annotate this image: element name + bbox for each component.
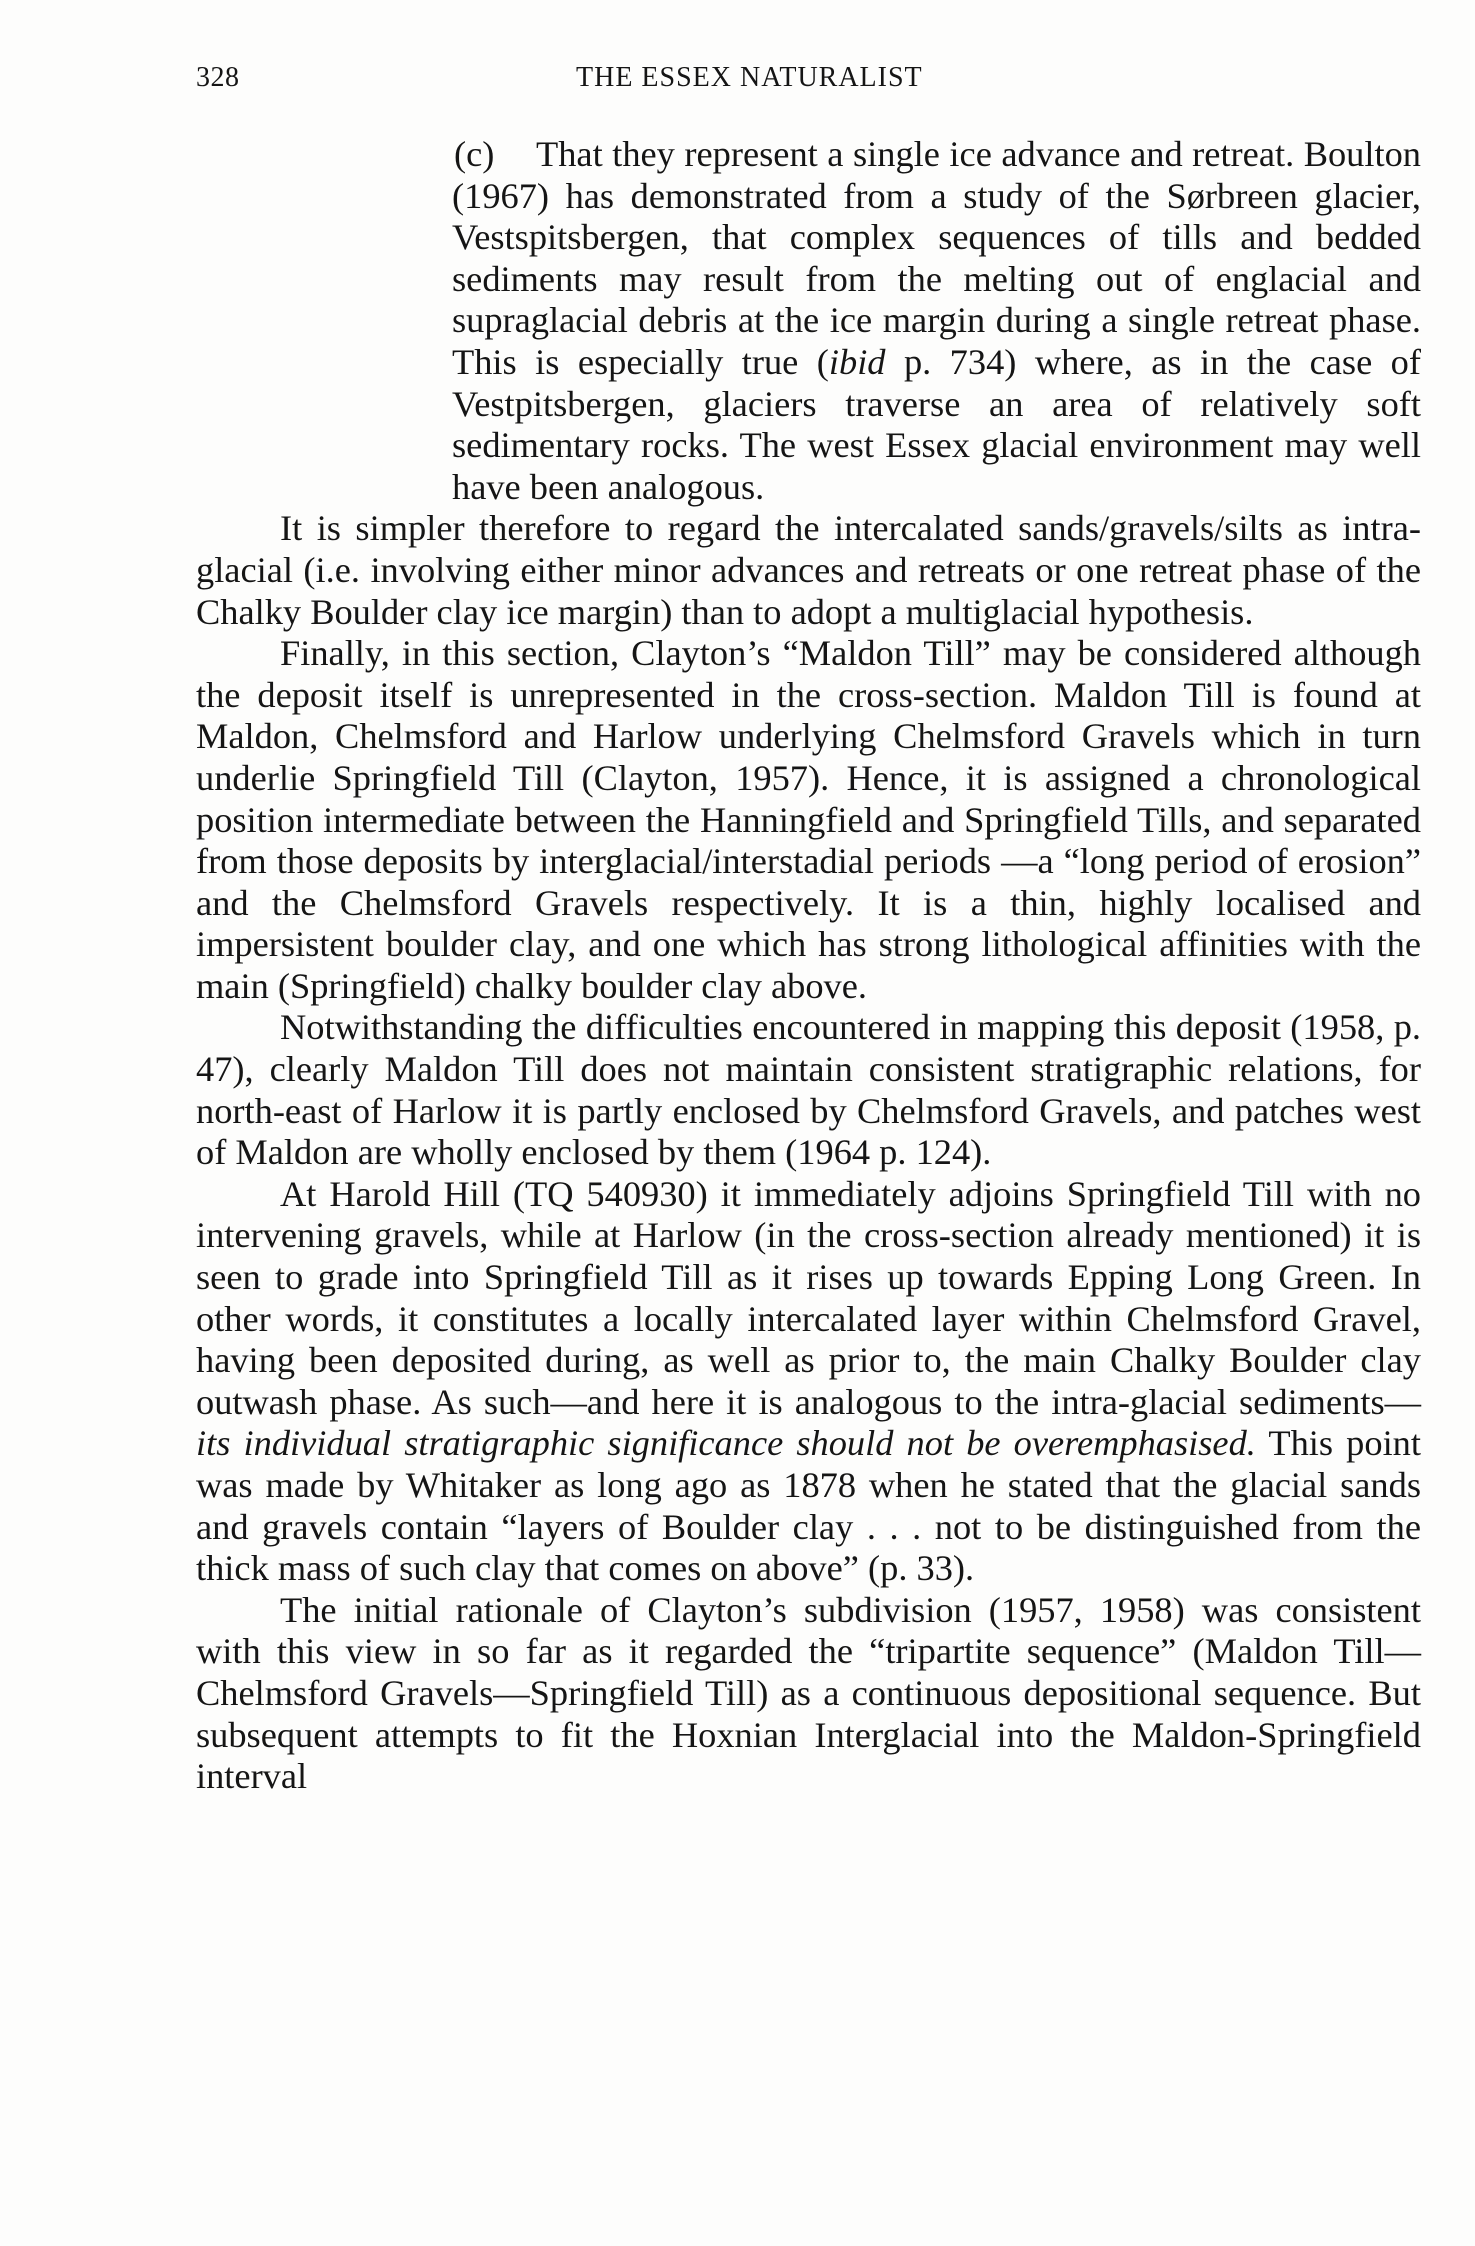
paragraph-harold-hill: [196, 1174, 1421, 1590]
page-number: 328: [196, 62, 240, 93]
paragraph-maldon-till: Finally, in this section, Clayton’s “Maldon Till” may be considered although the deposit itself is unrepresented in the cross-section. Maldon Till is found at Maldon, Chelmsford and Harlow underlying Chelmsford Gravels which in turn underlie Springfield Till (Clayton, 1957). Hence, it is assigned a chronological position intermediate between the Hanningfield and Springfield Tills, and separated from those deposits by interglacial/interstadial periods —a “long period of erosion” and the Chelmsford Gravels respectively. It is a thin, highly localised and impersistent boulder clay, and one which has strong lithological affinities with the main (Springfield) chalky boulder clay above.: [196, 633, 1421, 1006]
paragraph-intra-glacial: It is simpler therefore to regard the intercalated sands/gravels/silts as intra-glacial (i.e. involving either minor advances and retreats or one retreat phase of the Chalky Boulder clay ice margin) than to adopt a multiglacial hypothesis.: [196, 508, 1421, 632]
italic-emphasis: its individual stratigraphic significance should not be overemphasised.: [196, 1423, 1256, 1464]
paragraph-initial-rationale: The initial rationale of Clayton’s subdivision (1957, 1958) was consistent with this view in so far as it regarded the “tripartite sequence” (Maldon Till—Chelmsford Gravels—Springfield Till) as a continuous depositional sequence. But subsequent attempts to fit the Hoxnian Interglacial into the Maldon-Springfield interval: [196, 1589, 1421, 1797]
paragraph-notwithstanding: Notwithstanding the difficulties encountered in mapping this deposit (1958, p. 47), clearly Maldon Till does not maintain consistent stratigraphic relations, for north-east of Harlow it is partly enclosed by Chelmsford Gravels, and patches west of Maldon are wholly enclosed by them (1964 p. 124).: [196, 1007, 1421, 1173]
list-item-c: [196, 134, 1421, 508]
body-text: [196, 134, 1421, 1798]
paragraph-harold-hill-text-continued: This point was made by Whitaker as long ago as 1878 when he stated that the glacial sands and gravels contain “layers of Boulder clay . . . not to be distinguished from the thick mass of such clay that comes on above” (p. 33).: [196, 1423, 1421, 1589]
list-item-label: (c): [454, 134, 495, 174]
running-title: THE ESSEX NATURALIST: [576, 62, 923, 93]
italic-ibid: ibid: [828, 341, 886, 382]
list-item-text-continued: p. 734) where, as in the case of Vestpitsbergen, glaciers traverse an area of relatively soft sedimentary rocks. The west Essex glacial environment may well have been analogous.: [452, 341, 1421, 507]
paragraph-harold-hill-text: At Harold Hill (TQ 540930) it immediately adjoins Springfield Till with no intervening gravels, while at Harlow (in the cross-section already mentioned) it is seen to grade into Springfield Till as it rises up towards Epping Long Green. In other words, it constitutes a locally intercalated layer within Chelmsford Gravel, having been deposited during, as well as prior to, the main Chalky Boulder clay outwash phase. As such—and here it is analogous to the intra-glacial sediments—: [196, 1173, 1421, 1422]
list-item-text: That they represent a single ice advance and retreat. Boulton (1967) has demonstrated from a study of the Sørbreen glacier, Vestspitsbergen, that complex sequences of tills and bedded sediments may result from the melting out of englacial and supraglacial debris at the ice margin during a single retreat phase. This is especially true (: [452, 134, 1421, 382]
